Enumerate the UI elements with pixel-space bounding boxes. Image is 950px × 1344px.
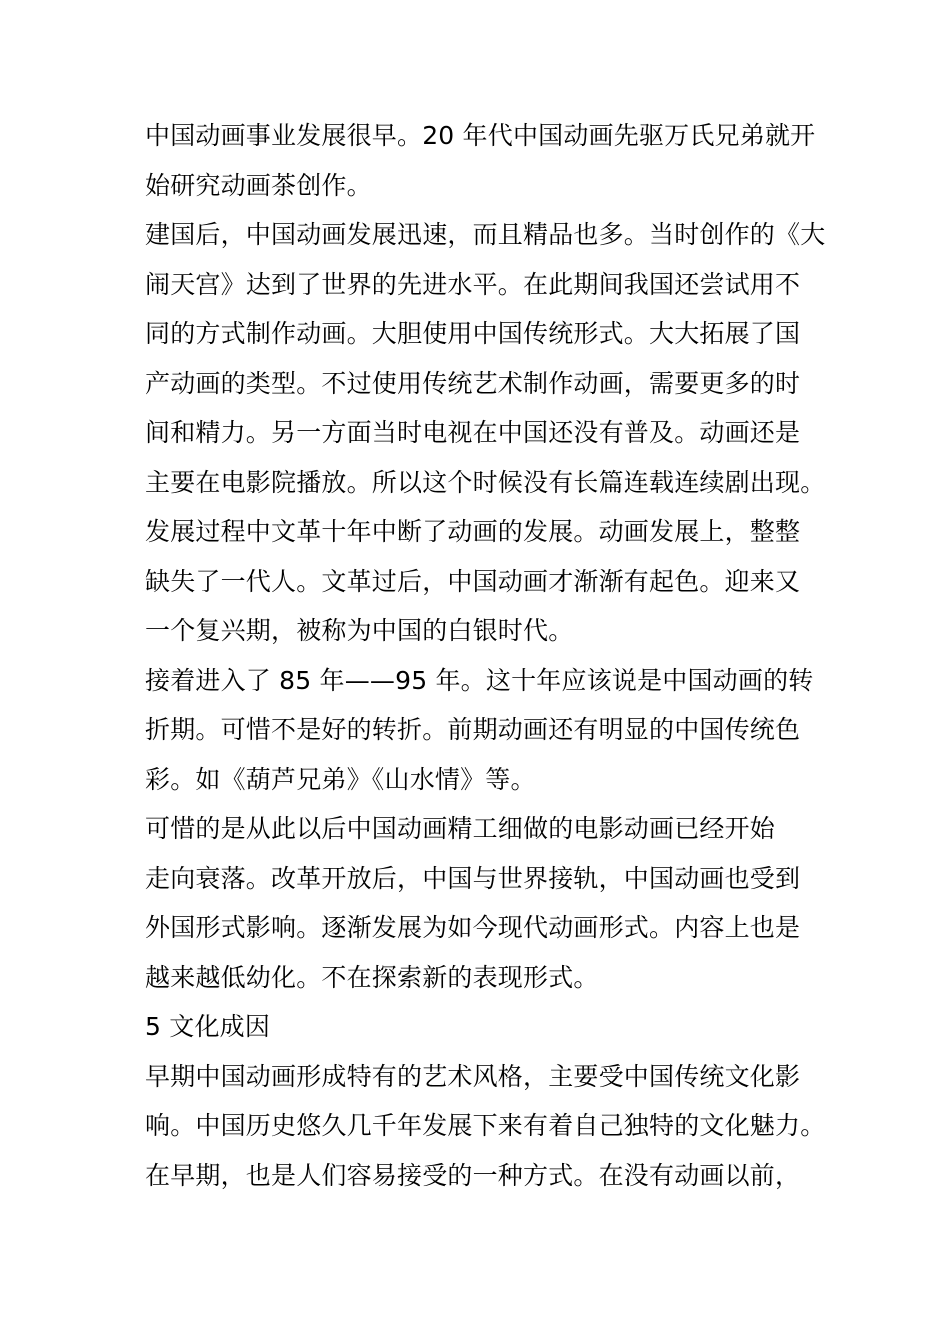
text-line: 走向衰落。改革开放后，中国与世界接轨，中国动画也受到 <box>145 863 801 893</box>
text-line: 建国后，中国动画发展迅速，而且精品也多。当时创作的《大 <box>145 220 826 249</box>
text-line: 同的方式制作动画。大胆使用中国传统形式。大大拓展了国 <box>145 319 801 348</box>
text-line: 发展过程中文革十年中断了动画的发展。动画发展上，整整 <box>145 517 801 546</box>
text-line: 外国形式影响。逐渐发展为如今现代动画形式。内容上也是 <box>145 913 801 942</box>
document-body <box>145 111 825 1200</box>
text-line: 产动画的类型。不过使用传统艺术制作动画，需要更多的时 <box>145 368 801 398</box>
text-line: 中国动画事业发展很早。20 年代中国动画先驱万氏兄弟就开 <box>145 121 816 150</box>
text-line: 闹天宫》达到了世界的先进水平。在此期间我国还尝试用不 <box>145 269 801 299</box>
text-line: 早期中国动画形成特有的艺术风格，主要受中国传统文化影 <box>145 1061 801 1091</box>
text-line: 在早期，也是人们容易接受的一种方式。在没有动画以前， <box>145 1160 801 1190</box>
text-line: 间和精力。另一方面当时电视在中国还没有普及。动画还是 <box>145 418 801 447</box>
section-heading: 5 文化成因 <box>145 1012 271 1041</box>
text-line: 彩。如《葫芦兄弟》《山水情》等。 <box>145 764 536 794</box>
text-line: 缺失了一代人。文革过后，中国动画才渐渐有起色。迎来又 <box>145 566 801 596</box>
text-line: 可惜的是从此以后中国动画精工细做的电影动画已经开始 <box>145 814 776 843</box>
text-line: 响。中国历史悠久几千年发展下来有着自己独特的文化魅力。 <box>145 1111 826 1140</box>
text-line: 一个复兴期，被称为中国的白银时代。 <box>145 616 574 645</box>
text-line: 折期。可惜不是好的转折。前期动画还有明显的中国传统色 <box>145 715 801 744</box>
text-line: 越来越低幼化。不在探索新的表现形式。 <box>145 962 599 992</box>
text-line: 主要在电影院播放。所以这个时候没有长篇连载连续剧出现。 <box>145 467 826 497</box>
text-line: 接着进入了 85 年——95 年。这十年应该说是中国动画的转 <box>145 665 814 695</box>
text-line: 始研究动画茶创作。 <box>145 170 372 200</box>
